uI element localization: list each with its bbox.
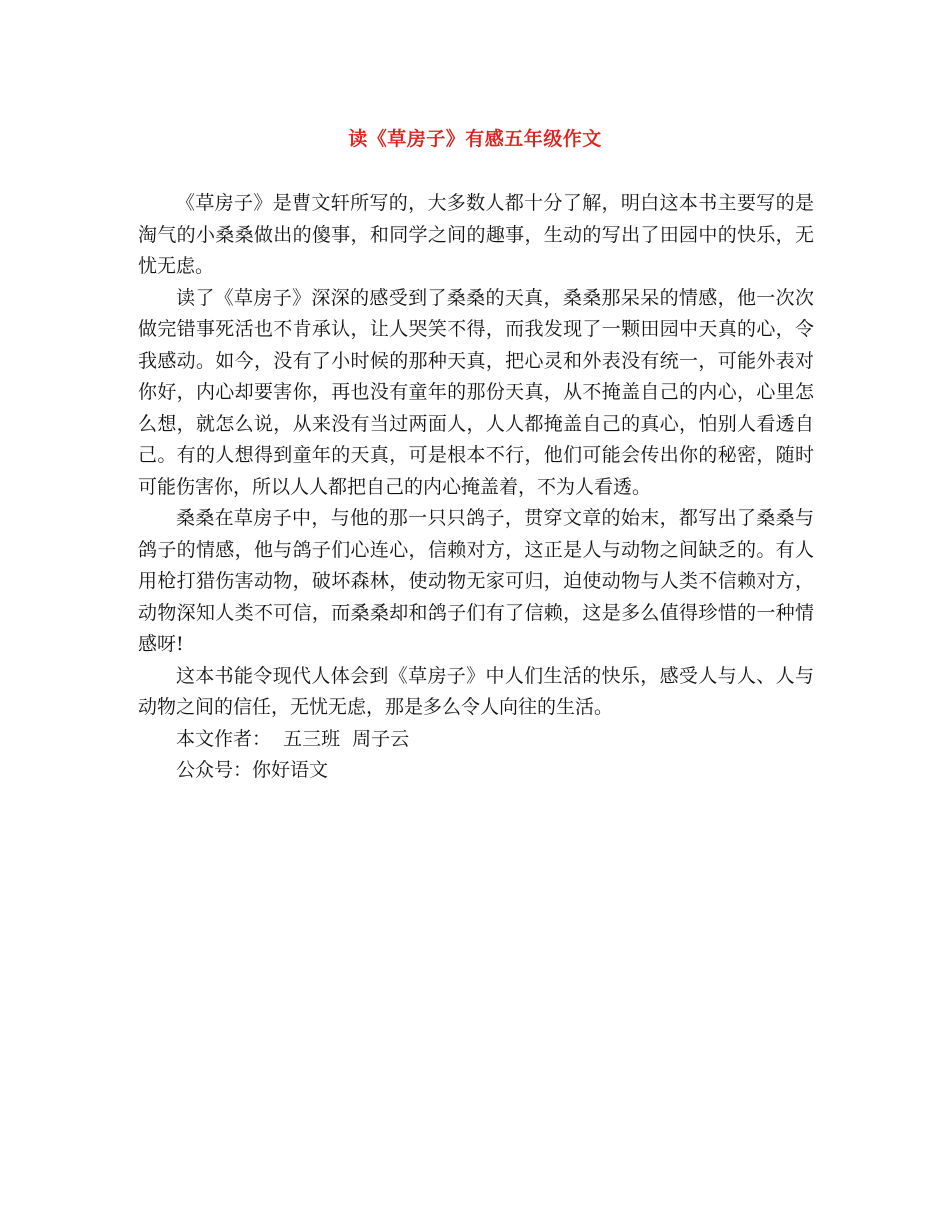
paragraph-1: 《草房子》是曹文轩所写的，大多数人都十分了解，明白这本书主要写的是淘气的小桑桑做出的傻事，和同学之间的趣事，生动的写出了田园中的快乐，无忧无虑。 (138, 192, 814, 277)
document-title: 读《草房子》有感五年级作文 (348, 128, 602, 150)
author-line (138, 724, 814, 756)
paragraph-3: 桑桑在草房子中，与他的那一只只鸽子，贯穿文章的始末，都写出了桑桑与鸽子的情感，他与鸽子们心连心，信赖对方，这正是人与动物之间缺乏的。有人用枪打猎伤害动物，破坏森林，使动物无家可归，迫使动物与人类不信赖对方，动物深知人类不可信，而桑桑却和鸽子们有了信赖，这是多么值得珍惜的一种情感呀! (138, 507, 814, 655)
paragraph-4: 这本书能令现代人体会到《草房子》中人们生活的快乐，感受人与人、人与动物之间的信任，无忧无虑，那是多么令人向往的生活。 (138, 664, 814, 718)
paragraph-2: 读了《草房子》深深的感受到了桑桑的天真，桑桑那呆呆的情感，他一次次做完错事死活也不肯承认，让人哭笑不得，而我发现了一颗田园中天真的心，令我感动。如今，没有了小时候的那种天真，把心灵和外表没有统一，可能外表对你好，内心却要害你，再也没有童年的那份天真，从不掩盖自己的内心，心里怎么想，就怎么说，从来没有当过两面人，人人都掩盖自己的真心，怕别人看透自己。有的人想得到童年的天真，可是根本不行，他们可能会传出你的秘密，随时可能伤害你，所以人人都把自己的内心掩盖着，不为人看透。 (138, 286, 814, 498)
account-line (138, 755, 814, 787)
document-body (138, 188, 814, 787)
account-text: 公众号：你好语文 (176, 759, 329, 781)
author-text: 本文作者： 五三班 周子云 (176, 727, 410, 750)
